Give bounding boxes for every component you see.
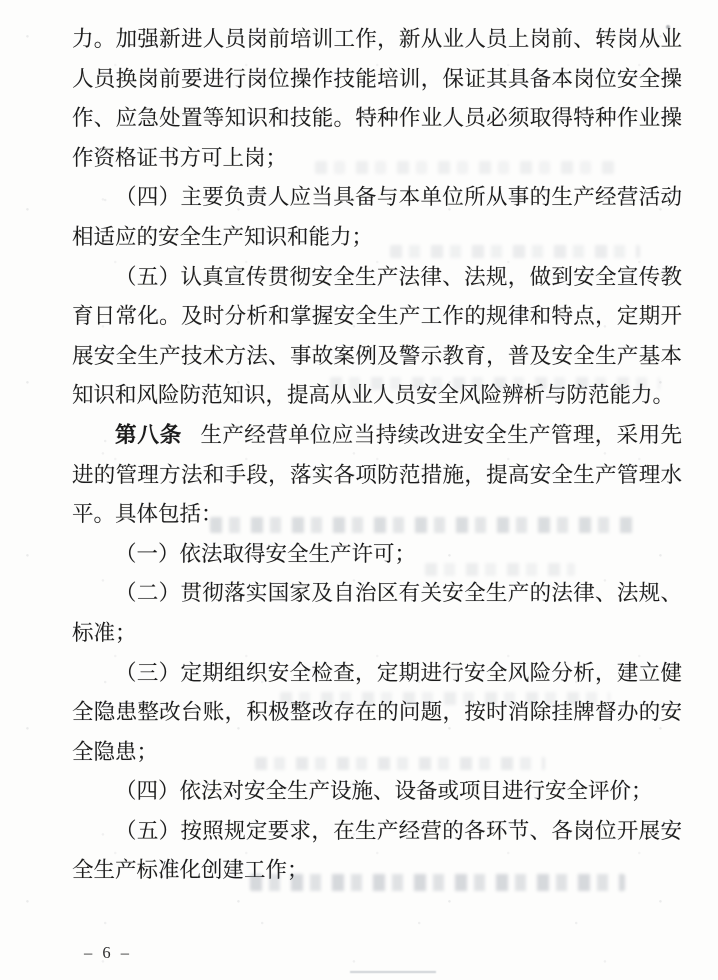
document-body-text bbox=[72, 20, 682, 891]
paragraph bbox=[72, 416, 682, 535]
paragraph bbox=[72, 654, 682, 773]
paragraph-text: （四）主要负责人应当具备与本单位所从事的生产经营活动相适应的安全生产知识和能力； bbox=[72, 185, 682, 249]
paragraph-text: （五）按照规定要求，在生产经营的各环节、各岗位开展安全生产标准化创建工作； bbox=[72, 818, 682, 883]
paragraph-text: （一）依法取得安全生产许可； bbox=[115, 541, 417, 566]
paragraph bbox=[72, 20, 682, 178]
paragraph bbox=[72, 178, 682, 257]
paragraph-text: （四）依法对安全生产设施、设备或项目进行安全评价； bbox=[115, 779, 653, 804]
paragraph bbox=[72, 258, 682, 416]
page-number: – 6 – bbox=[84, 943, 132, 962]
paragraph bbox=[72, 812, 682, 891]
scan-line-artifact bbox=[350, 971, 436, 973]
ink-speck-artifact bbox=[666, 25, 670, 29]
paragraph-text: 力。加强新进人员岗前培训工作，新从业人员上岗前、转岗从业人员换岗前要进行岗位操作技能培训，保证其具备本岗位安全操作、应急处置等知识和技能。特种作业人员必须取得特种作业操作资格证书方可上岗； bbox=[72, 27, 682, 170]
paragraph-text: 生产经营单位应当持续改进安全生产管理，采用先进的管理方法和手段，落实各项防范措施，提高安全生产管理水平。具体包括： bbox=[72, 422, 682, 527]
paragraph-text: （三）定期组织安全检查，定期进行安全风险分析，建立健全隐患整改台账，积极整改存在的问题，按时消除挂牌督办的安全隐患； bbox=[72, 660, 682, 764]
paragraph-text: （二）贯彻落实国家及自治区有关安全生产的法律、法规、标准； bbox=[72, 581, 682, 645]
paragraph bbox=[72, 535, 682, 575]
paragraph bbox=[72, 772, 682, 812]
paragraph-text: （五）认真宣传贯彻安全生产法律、法规，做到安全宣传教育日常化。及时分析和掌握安全生产工作的规律和特点，定期开展安全生产技术方法、事故案例及警示教育，普及安全生产基本知识和风险防范知识，提高从业人员安全风险辨析与防范能力。 bbox=[72, 264, 682, 408]
paragraph bbox=[72, 574, 682, 653]
article-number-lead: 第八条 bbox=[115, 422, 183, 447]
